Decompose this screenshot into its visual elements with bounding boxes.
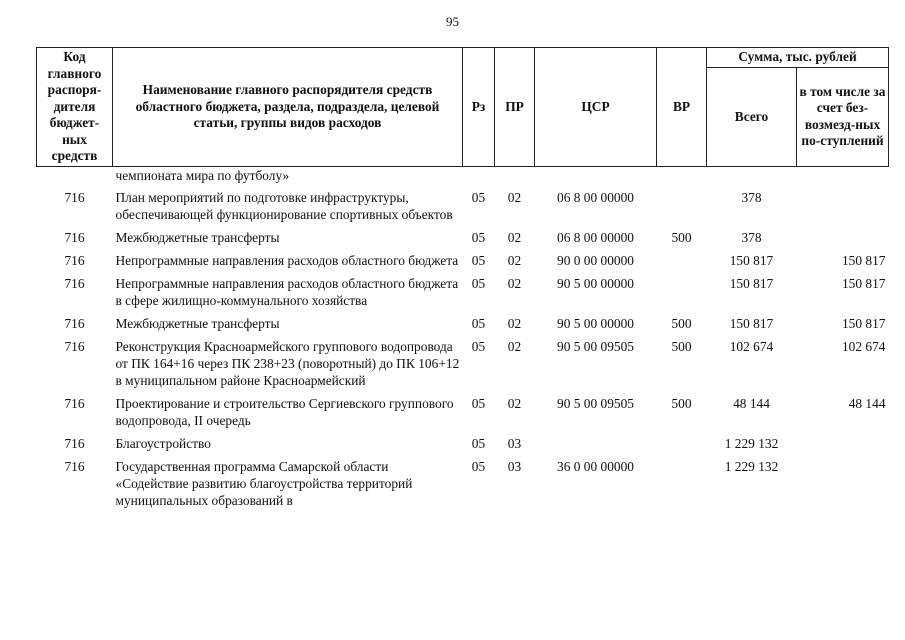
budget-table (36, 47, 889, 512)
cell-vr (657, 249, 707, 272)
continuation-row (37, 166, 889, 186)
cell-vr (657, 455, 707, 512)
cell-pr: 02 (507, 395, 522, 411)
header-rz: Рз (463, 48, 495, 167)
cell-total: 150 817 (729, 252, 774, 268)
header-grant: в том числе за счет без-возмезд-ных по-ступлений (797, 68, 889, 167)
cell-rz: 05 (471, 252, 486, 268)
cell-name: Непрограммные направления расходов областного бюджета (115, 252, 459, 268)
cell-code: 716 (64, 338, 85, 354)
cell-name: Межбюджетные трансферты (115, 315, 280, 331)
header-total: Всего (707, 68, 797, 167)
cell-csr: 90 5 00 00000 (557, 315, 634, 331)
cell-grant: 150 817 (841, 252, 886, 268)
cell-name: Непрограммные направления расходов областного бюджета в сфере жилищно-коммунального хозяйства (115, 275, 459, 308)
table-body (37, 166, 889, 512)
header-sum-group: Сумма, тыс. рублей (707, 48, 889, 68)
table-row (37, 249, 889, 272)
cell-code: 716 (64, 315, 85, 331)
cell-vr (657, 186, 707, 226)
cell-vr (657, 432, 707, 455)
cell-pr: 02 (507, 275, 522, 291)
cell-name: Проектирование и строительство Сергиевского группового водопровода, II очередь (115, 395, 454, 428)
cell-grant: 150 817 (841, 275, 886, 291)
cell-total: 102 674 (729, 338, 774, 354)
cell-grant (797, 432, 889, 455)
cell-total: 378 (741, 229, 762, 245)
table-row (37, 392, 889, 432)
cell-rz: 05 (471, 458, 486, 474)
cell-total: 48 144 (733, 395, 770, 411)
cell-name: Благоустройство (115, 435, 211, 451)
cell-vr: 500 (671, 229, 692, 245)
cell-grant: 150 817 (841, 315, 886, 331)
cell-vr: 500 (671, 315, 692, 331)
cell-grant: 48 144 (848, 395, 886, 411)
cell-grant (797, 186, 889, 226)
cell-csr: 06 8 00 00000 (557, 229, 634, 245)
header-vr: ВР (657, 48, 707, 167)
cell-pr: 02 (507, 252, 522, 268)
cell-csr: 90 5 00 09505 (557, 338, 634, 354)
cell-total: 150 817 (729, 275, 774, 291)
cell-rz: 05 (471, 395, 486, 411)
table-row (37, 432, 889, 455)
cell-code: 716 (64, 435, 85, 451)
cell-code: 716 (64, 252, 85, 268)
cell-code (37, 166, 113, 186)
table-row (37, 272, 889, 312)
table-row (37, 455, 889, 512)
header-csr: ЦСР (535, 48, 657, 167)
table-row (37, 226, 889, 249)
cell-csr: 06 8 00 00000 (557, 189, 634, 205)
cell-code: 716 (64, 395, 85, 411)
cell-pr: 02 (507, 189, 522, 205)
cell-total: 150 817 (729, 315, 774, 331)
cell-csr (535, 432, 657, 455)
cell-rz: 05 (471, 338, 486, 354)
cell-rz: 05 (471, 189, 486, 205)
cell-grant (797, 226, 889, 249)
cell-pr: 02 (507, 315, 522, 331)
cell-grant: 102 674 (841, 338, 886, 354)
cell-name: Государственная программа Самарской области «Содействие развитию благоустройства территорий муниципальных образований в (115, 458, 413, 508)
page-number: 95 (446, 14, 459, 29)
cell-pr: 02 (507, 338, 522, 354)
cell-vr: 500 (671, 395, 692, 411)
cell-csr: 36 0 00 00000 (557, 458, 634, 474)
cell-rz: 05 (471, 229, 486, 245)
cell-total: 1 229 132 (724, 435, 779, 451)
cell-code: 716 (64, 189, 85, 205)
cell-pr: 02 (507, 229, 522, 245)
cell-total: 1 229 132 (724, 458, 779, 474)
cell-rz: 05 (471, 435, 486, 451)
table-row (37, 186, 889, 226)
cell-rz: 05 (471, 315, 486, 331)
table-row (37, 335, 889, 392)
cell-csr: 90 5 00 09505 (557, 395, 634, 411)
cell-code: 716 (64, 229, 85, 245)
table-row (37, 312, 889, 335)
cell-csr: 90 5 00 00000 (557, 275, 634, 291)
cell-pr: 03 (507, 435, 522, 451)
cell-grant (797, 455, 889, 512)
header-name: Наименование главного распорядителя средств областного бюджета, раздела, подраздела, целевой статьи, группы видов расходов (113, 48, 463, 167)
table-header (37, 48, 889, 167)
cell-name: Межбюджетные трансферты (115, 229, 280, 245)
cell-vr: 500 (671, 338, 692, 354)
cell-code: 716 (64, 275, 85, 291)
cell-code: 716 (64, 458, 85, 474)
cell-pr: 03 (507, 458, 522, 474)
header-code: Код главного распоря-дителя бюджет-ных средств (37, 48, 113, 167)
header-pr: ПР (495, 48, 535, 167)
cell-csr: 90 0 00 00000 (557, 252, 634, 268)
cell-vr (657, 272, 707, 312)
cell-name: План мероприятий по подготовке инфраструктуры, обеспечивающей функционирование спортивных объектов (115, 189, 453, 222)
cell-rz: 05 (471, 275, 486, 291)
cell-name: чемпионата мира по футболу» (115, 167, 290, 183)
cell-total: 378 (741, 189, 762, 205)
cell-name: Реконструкция Красноармейского группового водопровода от ПК 164+16 через ПК 238+23 (поворотный) до ПК 106+12 в муниципальном районе Красноармейский (115, 338, 460, 388)
